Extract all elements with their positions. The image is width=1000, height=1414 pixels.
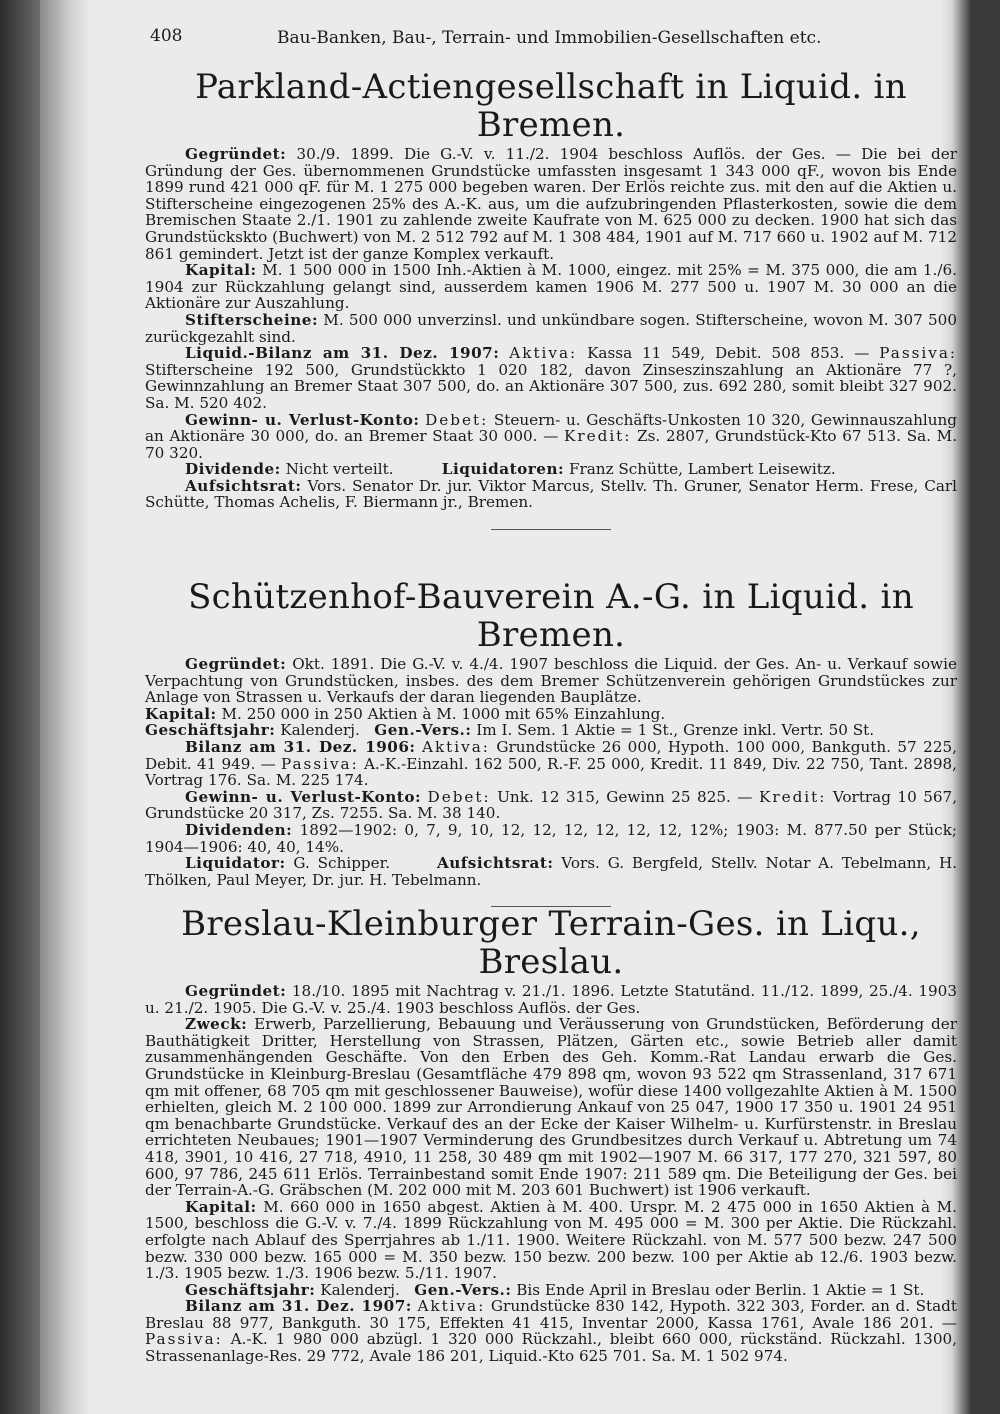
book-page [40,0,970,1414]
label-aufsichtsrat: Aufsichtsrat: [436,854,554,873]
label: Aufsichtsrat: [185,476,302,495]
entry-gegruendet [145,656,957,706]
entry-bilanz [145,739,957,789]
kredit: Vortrag 10 567, Grundstücke 20 317, Zs. 7255. Sa. M. 38 140. [145,787,958,823]
text: M. 250 000 in 250 Aktien à M. 1000 mit 65% Einzahlung. [221,704,666,723]
genvers: Im I. Sem. 1 Aktie = 1 St., Grenze inkl. Vertr. 50 St. [476,721,875,740]
section-title: Schützenhof-Bauverein A.-G. in Liquid. in Bremen. [188,577,914,655]
kredit: Zs. 2807, Grundstück-Kto 67 513. Sa. M. 70 320. [145,427,958,462]
text: Nicht verteilt. [285,460,394,479]
aktiva-word: Aktiva: [422,737,490,756]
label: Gewinn- u. Verlust-Konto: [185,787,422,806]
label: Geschäftsjahr: [145,721,276,740]
passiva: A.-K. 1 980 000 abzügl. 1 320 000 Rückzahl., bleibt 660 000, rückständ. Rückzahl. 1300, Strassenanlage-Res. 29 772, Avale 186 201, Liquid.-Kto 625 701. Sa. M. 1 502 974. [145,1330,957,1366]
entry-guv [145,789,957,822]
text: 30./9. 1899. Die G.-V. v. 11./2. 1904 beschloss Auflös. der Ges. — Die bei der Gründung der Ges. übernommenen Grundstücke umfassten insgesamt 1 343 000 qF., wovon bis Ende 1899 rund 421 000 qF. für M. 1 275 000 begeben waren. Der Erlös reichte zus. mit den auf die Aktien u. Stifterscheine eingezogenen 25% des A.-K. aus, um die aufzubringenden Pflasterkosten, sowie die dem Bremischen Staate 2./1. 1901 zu zahlende zweite Kaufrate von M. 625 000 zu decken. 1900 hat sich das Grundstückskto (Buchwert) von M. 2 512 792 auf M. 1 308 484, 1901 auf M. 717 660 u. 1902 auf M. 712 861 gemindert. Jetzt ist der ganze Komplex verkauft. [145,145,958,263]
book-gutter [0,0,40,1414]
debet-word: Debet: [427,787,491,806]
section-title: Parkland-Actiengesellschaft in Liquid. in Bremen. [195,67,907,145]
label-genvers: Gen.-Vers.: [414,1280,512,1299]
text: M. 1 500 000 in 1500 Inh.-Aktien à M. 1000, eingez. mit 25% = M. 375 000, die am 1./6. 1904 zur Rückzahlung gelangt sind, ausserdem kamen 1906 M. 277 500 u. 1907 M. 30 000 an die Aktionäre zur Auszahlung. [145,261,957,313]
section-breslau [145,905,957,1365]
passiva: A.-K.-Einzahl. 162 500, R.-F. 25 000, Kredit. 11 849, Div. 22 750, Tant. 2898, Vortrag 176. Sa. M. 225 174. [145,754,957,790]
label: Kapital: [185,261,257,280]
label: Stifterscheine: [185,310,319,329]
entry-kapital [145,706,957,723]
label: Zweck: [185,1015,248,1034]
aktiva-word: Aktiva: [417,1297,486,1316]
entry-geschaeftsjahr [145,722,957,739]
text: G. Schipper. [293,854,391,873]
text: Kalenderj. [320,1280,400,1299]
section-parkland [145,68,957,550]
debet: Unk. 12 315, Gewinn 25 825. — [497,787,753,806]
aktiva: Grundstücke 26 000, Hypoth. 100 000, Bankguth. 57 225, Debit. 41 949. — [145,737,958,773]
genvers: Bis Ende April in Breslau oder Berlin. 1 Aktie = 1 St. [516,1280,925,1299]
page-number: 408 [150,26,183,46]
label: Kapital: [185,1197,257,1216]
text: M. 500 000 unverzinsl. und unkündbare sogen. Stifterscheine, wovon M. 307 500 zurückgezahlt sind. [145,310,958,346]
text: Kalenderj. [280,721,360,740]
section-divider [491,529,611,530]
aufsichtsrat: Vors. G. Bergfeld, Stellv. Notar A. Tebelmann, H. Thölken, Paul Meyer, Dr. jur. H. Tebelmann. [145,854,958,889]
passiva-word: Passiva: [145,1330,223,1349]
kredit-word: Kredit: [564,427,632,446]
entry-gegruendet [145,983,957,1016]
entry-stifterscheine [145,312,957,345]
section-title: Breslau-Kleinburger Terrain-Ges. in Liqu., Breslau. [181,904,921,982]
aktiva-word: Aktiva: [509,344,578,363]
label-genvers: Gen.-Vers.: [374,721,472,740]
label: Bilanz am 31. Dez. 1906: [185,737,416,756]
kredit-word: Kredit: [758,787,827,806]
label: Bilanz am 31. Dez. 1907: [185,1297,412,1316]
passiva-word: Passiva: [280,754,359,773]
entry-dividenden [145,822,957,855]
entry-bilanz [145,1298,957,1364]
label: Gewinn- u. Verlust-Konto: [185,410,420,429]
entry-aufsichtsrat [145,478,957,511]
text: Erwerb, Parzellierung, Bebauung und Veräusserung von Grundstücken, Beförderung der Bauthätigkeit Dritter, Herstellung von Strassen, Plätzen, Gärten etc., sowie Betrieb aller damit zusammenhängenden Geschäfte. Von den Erben des Geh. Komm.-Rat Landau erwarb die Ges. Grundstücke in Kleinburg-Breslau (Gesamtfläche 479 898 qm, wovon 93 522 qm Strassenland, 317 671 qm mit offener, 68 705 qm mit geschlossener Bauweise), wofür diese 1400 vollgezahlte Aktien à M. 1500 erhielten, gleich M. 2 100 000. 1899 zur Arrondierung Ankauf von 25 047, 1900 17 350 u. 1901 24 951 qm benachbarte Grundstücke. Verkauf des an der Ecke der Kaiser Wilhelm- u. Kurfürstenstr. in Breslau errichteten Neubaues; 1901—1907 Verminderung des Grundbesitzes durch Verkauf u. Abtretung um 74 418, 3901, 10 416, 27 718, 4910, 11 258, 30 489 qm mit 1902—1907 M. 66 317, 177 270, 321 597, 80 600, 97 786, 245 611 Erlös. Terrainbestand somit Ende 1907: 211 589 qm. Die Beteiligung der Ges. bei der Terrain-A.-G. Gräbschen (M. 202 000 mit M. 203 601 Buchwert) ist 1906 verkauft. [145,1015,957,1200]
aktiva: Grundstücke 830 142, Hypoth. 322 303, Forder. an d. Stadt Breslau 88 977, Bankguth. 30 175, Effekten 41 415, Inventar 2000, Kassa 1761, Avale 186 201. — [145,1297,957,1332]
entry-zweck [145,1016,957,1199]
label: Kapital: [145,704,217,723]
entry-dividende [145,461,957,478]
text: M. 660 000 in 1650 abgest. Aktien à M. 400. Urspr. M. 2 475 000 in 1650 Aktien à M. 1500, beschloss die G.-V. v. 7./4. 1899 Rückzahlung von M. 495 000 = M. 300 per Aktie. Die Rückzahl. erfolgte nach Ablauf des Sperrjahres ab 1./11. 1900. Weitere Rückzahl. von M. 577 500 bezw. 247 500 bezw. 330 000 bezw. 165 000 = M. 350 bezw. 150 bezw. 200 bezw. 100 per Aktie ab 12./6. 1903 bezw. 1./3. 1905 bezw. 1./3. 1906 bezw. 5./11. 1907. [145,1197,958,1283]
text: 1892—1902: 0, 7, 9, 10, 12, 12, 12, 12, 12, 12, 12%; 1903: M. 877.50 per Stück; 1904—1906: 40, 40, 14%. [145,820,958,856]
label-liquidatoren: Liquidatoren: [441,460,565,479]
label: Geschäftsjahr: [185,1280,316,1299]
passiva: Stifterscheine 192 500, Grundstückkto 1 020 182, davon Zinseszinszahlung an Aktionäre 77 ?, Gewinnzahlung an Bremer Staat 307 500, do. an Aktionäre 307 500, zus. 692 280, somit bleibt 327 902. Sa. M. 520 402. [145,360,957,412]
text: Okt. 1891. Die G.-V. v. 4./4. 1907 beschloss die Liquid. der Ges. An- u. Verkauf sowie Verpachtung von Grundstücken, insbes. des dem Bremer Schützenverein gehörigen Grundstückes zur Anlage von Strassen u. Verkaufs der daran liegenden Bauplätze. [145,655,958,707]
debet: Steuern- u. Geschäfts-Unkosten 10 320, Gewinnauszahlung an Aktionäre 30 000, do. an Bremer Staat 30 000. — [145,410,957,446]
aktiva: Kassa 11 549, Debit. 508 853. — [587,344,870,363]
passiva-word: Passiva: [879,344,958,363]
debet-word: Debet: [425,410,489,429]
entry-bilanz [145,345,957,411]
label: Dividenden: [185,820,293,839]
label: Gegründet: [185,145,287,163]
label: Dividende: [185,460,281,479]
label: Liquidator: [185,854,286,873]
entry-liquidator [145,855,957,888]
entry-kapital [145,1199,957,1282]
entry-gegruendet [145,146,957,262]
entry-guv [145,412,957,462]
label: Gegründet: [185,982,287,1000]
liquidatoren: Franz Schütte, Lambert Leisewitz. [568,460,836,479]
text: 18./10. 1895 mit Nachtrag v. 21./1. 1896. Letzte Statutänd. 11./12. 1899, 25./4. 1903 u. 21./2. 1905. Die G.-V. v. 25./4. 1903 beschloss Auflös. der Ges. [145,982,957,1017]
entry-kapital [145,262,957,312]
label: Liquid.-Bilanz am 31. Dez. 1907: [185,344,500,363]
entry-geschaeftsjahr [145,1282,957,1299]
section-schuetzenhof [145,578,957,927]
text: Vors. Senator Dr. jur. Viktor Marcus, Stellv. Th. Gruner, Senator Herm. Frese, Carl Schütte, Thomas Achelis, F. Biermann jr., Bremen. [145,476,958,512]
running-title: Bau-Banken, Bau-, Terrain- und Immobilien-Gesellschaften etc. [277,28,822,48]
label: Gegründet: [185,655,287,673]
